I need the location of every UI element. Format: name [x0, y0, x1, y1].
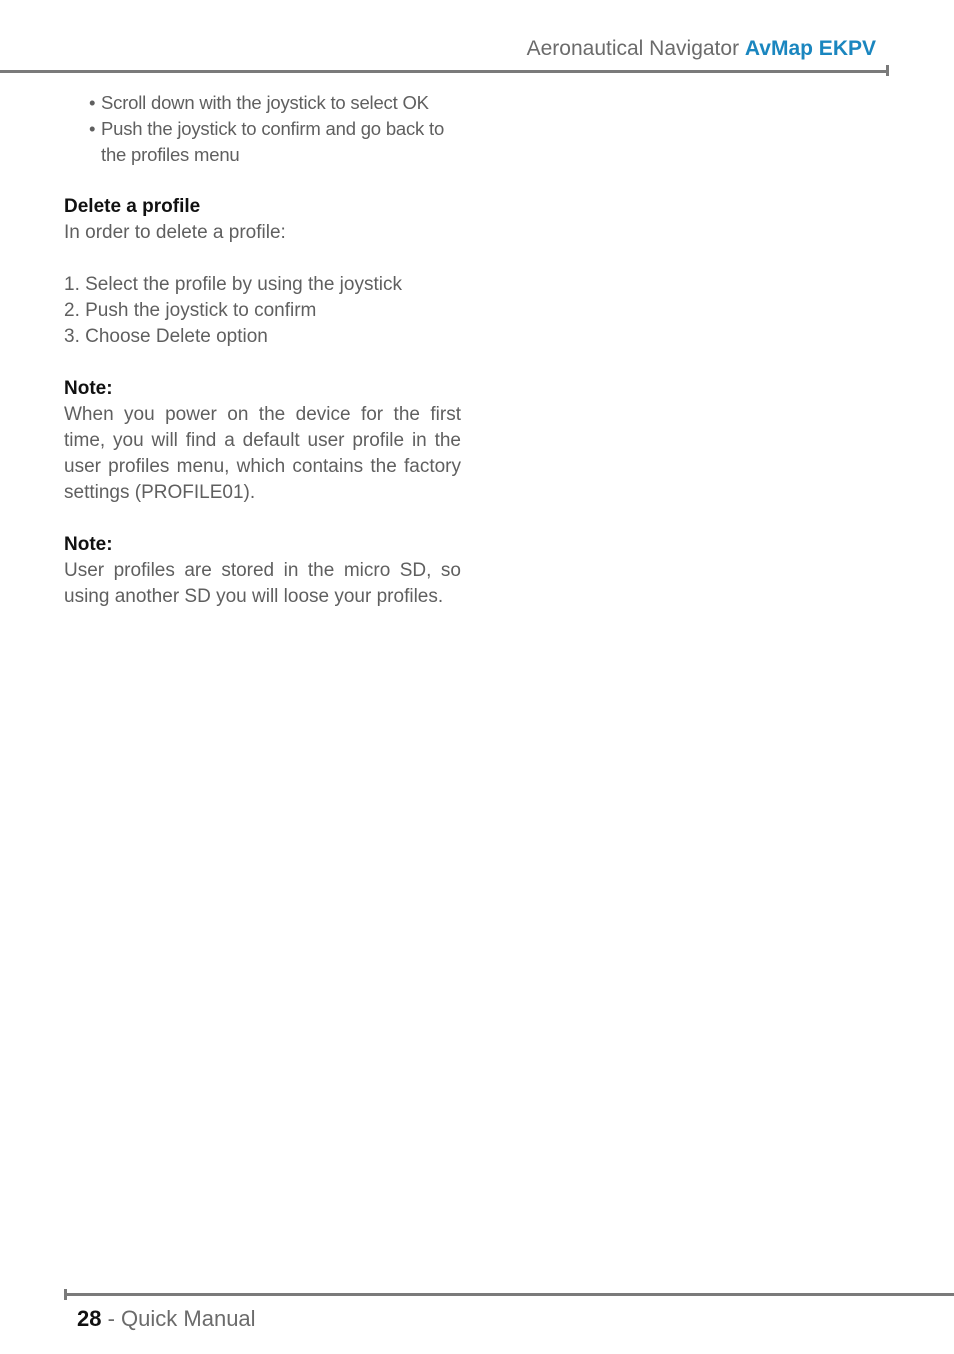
header-rule — [0, 70, 889, 73]
list-item: 2. Push the joystick to confirm — [64, 300, 317, 321]
footer-rule-tick — [64, 1289, 67, 1300]
page-number: 28 — [77, 1306, 102, 1331]
page-footer — [77, 1306, 256, 1332]
list-item: • Push the joystick to confirm and go back to the profiles menu — [89, 118, 445, 165]
bullet-text: Scroll down with the joystick to select OK — [101, 92, 429, 113]
bullet-text: Push the joystick to confirm and go back to the profiles menu — [101, 118, 445, 165]
page-header — [527, 37, 876, 61]
note-heading: Note: — [64, 378, 113, 399]
list-item: 3. Choose Delete option — [64, 326, 268, 347]
delete-profile-intro: In order to delete a profile: — [64, 222, 286, 243]
note-heading: Note: — [64, 534, 113, 555]
header-rule-tick — [886, 65, 889, 76]
footer-rule — [64, 1293, 954, 1296]
list-item: 1. Select the profile by using the joystick — [64, 274, 402, 295]
footer-label: - Quick Manual — [107, 1306, 256, 1331]
note-text: User profiles are stored in the micro SD, so using another SD you will loose your profiles. — [64, 560, 461, 607]
main-content — [64, 90, 461, 610]
list-item: • Scroll down with the joystick to select OK — [89, 92, 429, 113]
note-text: When you power on the device for the first time, you will find a default user profile in the user profiles menu, which contains the factory settings (PROFILE01). — [64, 404, 461, 503]
delete-steps-list — [64, 272, 461, 350]
bullet-list — [64, 90, 461, 168]
header-prefix: Aeronautical Navigator — [526, 37, 740, 60]
header-brand: AvMap EKPV — [744, 37, 876, 60]
delete-profile-heading: Delete a profile — [64, 196, 201, 217]
